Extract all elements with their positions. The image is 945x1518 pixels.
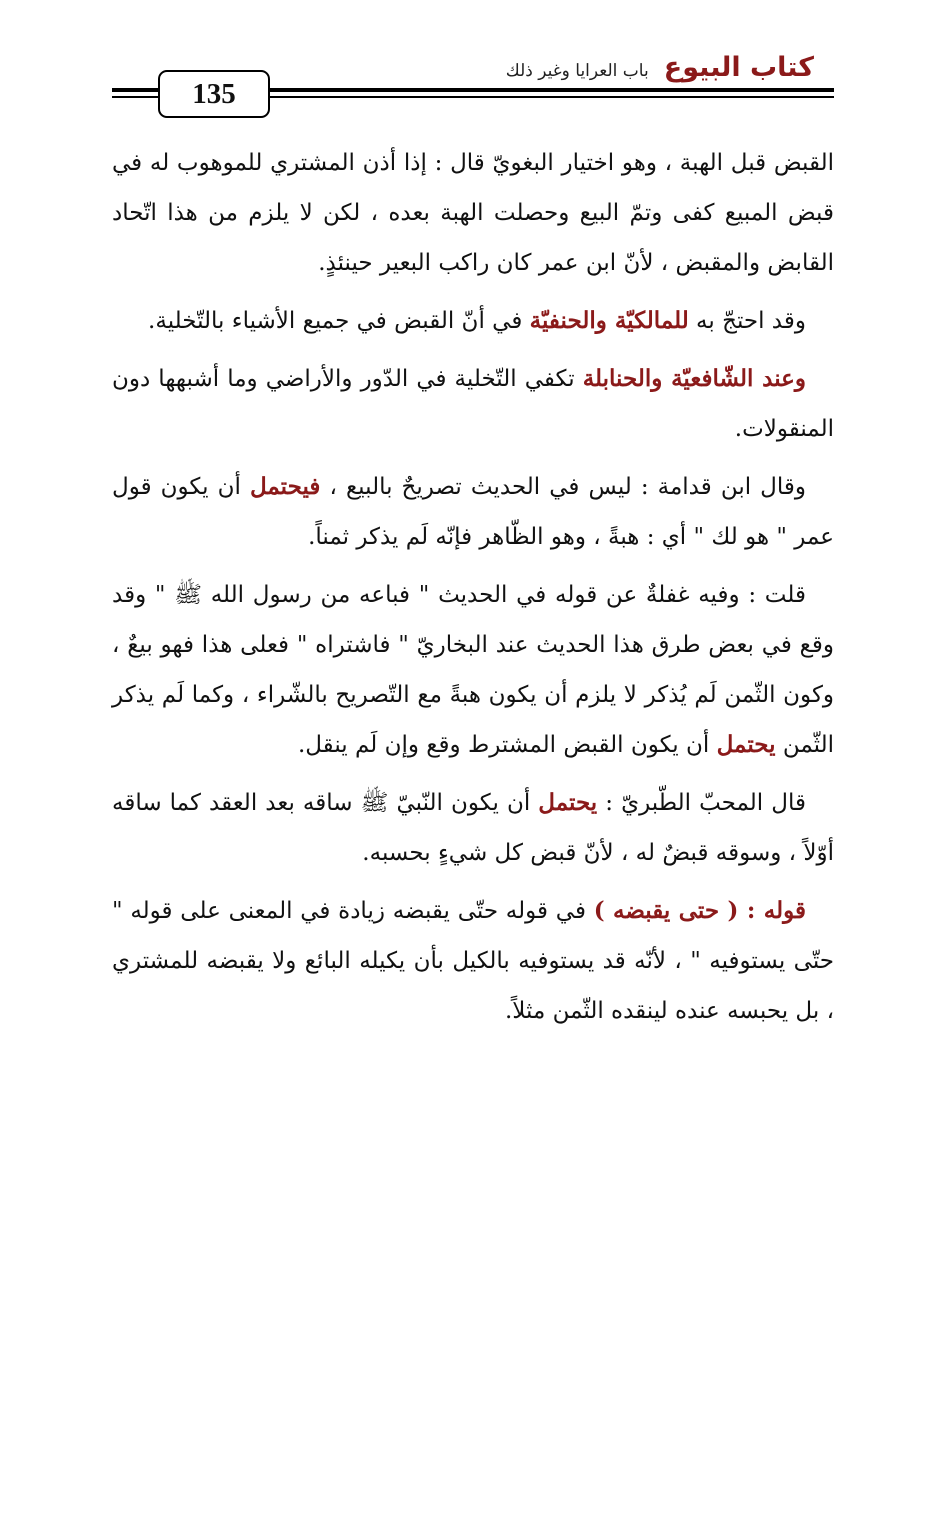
paragraph-text: وقد احتجّ به <box>688 308 806 334</box>
header-titles <box>506 52 814 83</box>
highlighted-term: يحتمل <box>716 731 776 758</box>
chapter-title: باب العرايا وغير ذلك <box>505 61 649 81</box>
paragraph <box>112 296 834 346</box>
highlighted-term: يحتمل <box>538 789 598 816</box>
paragraph-text: أن يكون قول عمر " هو لك " أي : هبةً ، وهو الظّاهر فإنّه لَم يذكر ثمناً. <box>112 474 834 550</box>
paragraph <box>112 138 834 288</box>
paragraph <box>112 462 834 562</box>
book-title: كتاب البيوع <box>663 52 814 83</box>
page-body <box>112 138 834 1044</box>
paragraph <box>112 778 834 878</box>
page-header <box>112 52 834 112</box>
paragraph-text: القبض قبل الهبة ، وهو اختيار البغويّ قال : إذا أذن المشتري للموهوب له في قبض المبيع كفى وتمّ البيع وحصلت الهبة بعده ، لكن لا يلزم من هذا اتّحاد القابض والمقبض ، لأنّ ابن عمر كان راكب البعير حينئذٍ. <box>112 150 834 276</box>
paragraph-text: وقال ابن قدامة : ليس في الحديث تصريحٌ بالبيع ، <box>320 474 807 500</box>
highlighted-term: قوله : ( حتى يقبضه ) <box>593 897 806 924</box>
paragraph-text: أن يكون القبض المشترط وقع وإن لَم ينقل. <box>297 732 717 758</box>
highlighted-term: وعند الشّافعيّة والحنابلة <box>582 365 806 392</box>
paragraph-text: في قوله حتّى يقبضه زيادة في المعنى على قوله " حتّى يستوفيه " ، لأنّه قد يستوفيه بالكيل بأن يكيله البائع ولا يقبضه للمشتري ، بل يحبسه عنده لينقده الثّمن مثلاً. <box>112 898 834 1024</box>
paragraph <box>112 570 834 770</box>
paragraph <box>112 354 834 454</box>
paragraph-text: أن يكون النّبيّ ﷺ ساقه بعد العقد كما ساقه أوّلاً ، وسوقه قبضٌ له ، لأنّ قبض كل شيءٍ بحسبه. <box>112 790 834 866</box>
paragraph-text: تكفي التّخلية في الدّور والأراضي وما أشبهها دون المنقولات. <box>112 366 834 442</box>
paragraph <box>112 886 834 1036</box>
page-number-box <box>158 70 270 118</box>
highlighted-term: للمالكيّة والحنفيّة <box>529 307 689 334</box>
highlighted-term: فيحتمل <box>249 473 321 500</box>
paragraph-text: في أنّ القبض في جميع الأشياء بالتّخلية. <box>148 308 530 334</box>
paragraph-text: قلت : وفيه غفلةٌ عن قوله في الحديث " فباعه من رسول الله ﷺ " وقد وقع في بعض طرق هذا الحديث عند البخاريّ " فاشتراه " فعلى هذا فهو بيعٌ ، وكون الثّمن لَم يُذكر لا يلزم أن يكون هبةً مع التّصريح بالشّراء ، وكما لَم يذكر الثّمن <box>112 582 834 758</box>
page-number: 135 <box>192 77 236 110</box>
paragraph-text: قال المحبّ الطّبريّ : <box>597 790 806 816</box>
